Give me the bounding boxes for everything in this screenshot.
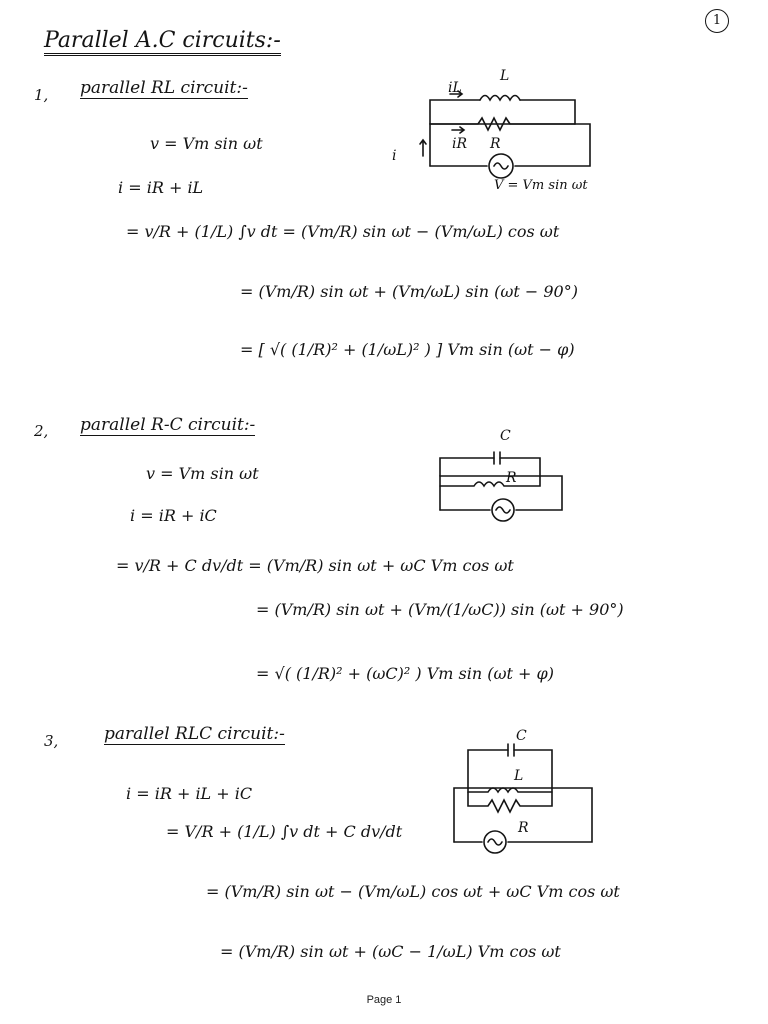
s3-line-2: = V/R + (1/L) ∫v dt + C dv/dt [166,822,403,841]
page-title: Parallel A.C circuits:- [44,28,281,56]
s1-line-3: = v/R + (1/L) ∫v dt = (Vm/R) sin ωt − (Vm/ωL) cos ωt [126,222,560,241]
rl-i-label: i [392,148,397,164]
rlc-c-label: C [516,728,527,744]
s2-line-2: i = iR + iC [130,506,217,525]
s3-line-4: = (Vm/R) sin ωt + (ωC − 1/ωL) Vm cos ωt [220,942,561,961]
s2-line-5: = √( (1/R)² + (ωC)² ) Vm sin (ωt + φ) [256,664,554,683]
s1-line-2: i = iR + iL [118,178,204,197]
section-1-number: 1, [34,86,49,104]
s2-line-3: = v/R + C dv/dt = (Vm/R) sin ωt + ωC Vm cos ωt [116,556,514,575]
section-3-number: 3, [44,732,59,750]
page-marker: 1 [705,9,729,33]
rl-ir-label: iR [452,136,468,152]
rlc-l-label: L [514,768,524,784]
s1-line-1: v = Vm sin ωt [150,134,263,153]
rlc-circuit-diagram [448,732,598,862]
page-footer: Page 1 [366,994,402,1006]
section-2-heading: parallel R-C circuit:- [80,415,256,435]
section-2-number: 2, [34,422,49,440]
section-3-heading: parallel RLC circuit:- [104,724,285,744]
s1-line-4: = (Vm/R) sin ωt + (Vm/ωL) sin (ωt − 90°) [240,282,578,301]
s3-line-1: i = iR + iL + iC [126,784,253,803]
rl-r-label: R [490,136,501,152]
rl-circuit-diagram [390,66,600,196]
s3-line-3: = (Vm/R) sin ωt − (Vm/ωL) cos ωt + ωC Vm cos ωt [206,882,620,901]
rl-source-label: V = Vm sin ωt [494,178,588,193]
s2-line-1: v = Vm sin ωt [146,464,259,483]
rl-il-label: iL [448,80,462,96]
rc-c-label: C [500,428,511,444]
s1-line-5: = [ √( (1/R)² + (1/ωL)² ) ] Vm sin (ωt − φ) [240,340,575,359]
rlc-r-label: R [518,820,529,836]
rc-r-label: R [506,470,517,486]
rc-circuit-diagram [426,450,576,530]
s2-line-4: = (Vm/R) sin ωt + (Vm/(1/ωC)) sin (ωt + 90°) [256,600,624,619]
rl-l-label: L [500,68,510,84]
section-1-heading: parallel RL circuit:- [80,78,248,98]
